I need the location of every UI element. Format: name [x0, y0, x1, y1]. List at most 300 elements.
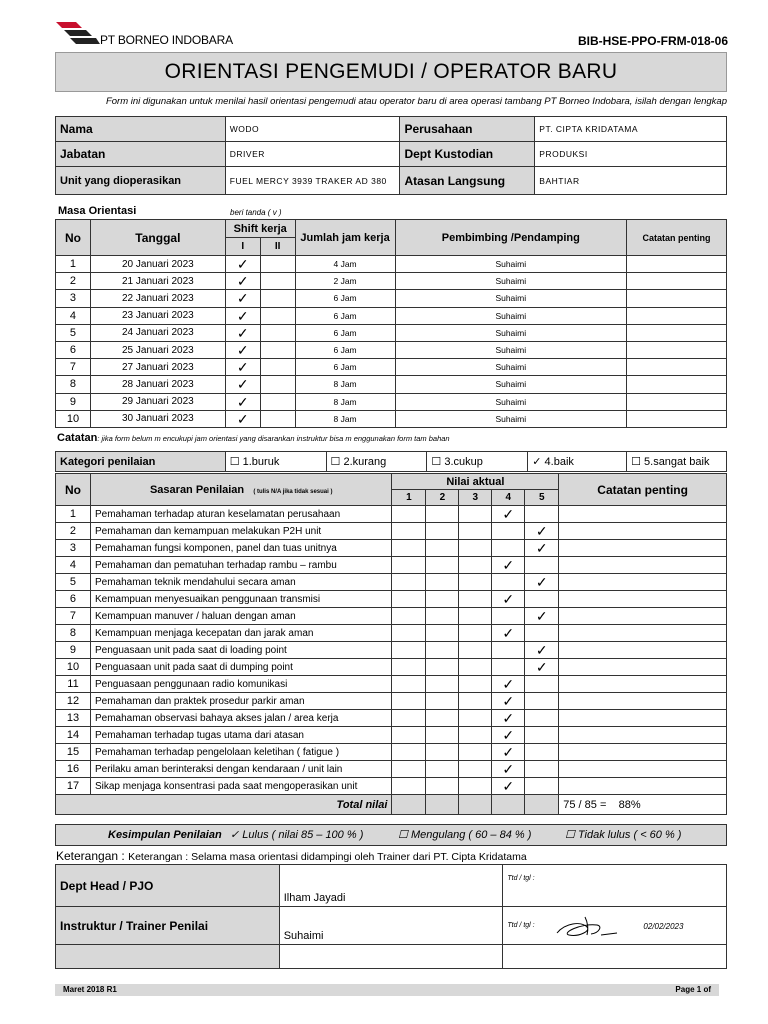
col-shift-1: I: [225, 238, 260, 256]
dept-head-ttd[interactable]: Ttd / tgl :: [503, 865, 727, 907]
assessment-row: [56, 710, 727, 727]
arow-text: Pemahaman terhadap aturan keselamatan perusahaan: [90, 506, 391, 523]
check-icon: ✓: [502, 591, 515, 607]
shift-2-cell[interactable]: [260, 341, 295, 358]
score-1-cell[interactable]: [392, 659, 426, 676]
orientation-row: [56, 376, 727, 393]
arow-note[interactable]: [559, 574, 727, 591]
score-4-check[interactable]: [492, 625, 525, 642]
instructor-ttd: Ttd / tgl :: [507, 922, 535, 929]
score-1-cell[interactable]: [392, 642, 426, 659]
col-shift-2: II: [260, 238, 295, 256]
shift-2-cell[interactable]: [260, 273, 295, 290]
row-no: 8: [56, 376, 91, 393]
check-icon: ✓: [502, 506, 515, 522]
score-4-check[interactable]: [492, 727, 525, 744]
score-2-cell[interactable]: [426, 557, 459, 574]
dept-value[interactable]: PRODUKSI: [535, 142, 727, 167]
row-no: 10: [56, 410, 91, 427]
kesimpulan-mengulang-label: Mengulang ( 60 – 84 % ): [410, 829, 532, 841]
check-icon: ✓: [502, 778, 515, 794]
arow-text: Pemahaman teknik mendahului secara aman: [90, 574, 391, 591]
col-catatan: Catatan penting: [627, 220, 727, 256]
row-date: 20 Januari 2023: [90, 256, 225, 273]
check-icon: ✓: [502, 625, 515, 641]
kategori-3-label: 3.cukup: [444, 456, 483, 468]
check-icon: ✓: [535, 540, 548, 556]
orientation-row: [56, 341, 727, 358]
row-mentor: Suhaimi: [395, 393, 627, 410]
arow-text: Kemampuan menjaga kecepatan dan jarak aman: [90, 625, 391, 642]
row-note[interactable]: [627, 410, 727, 427]
keterangan-label: Keterangan :: [56, 849, 125, 863]
orientation-row: [56, 324, 727, 341]
arow-text: Pemahaman observasi bahaya akses jalan / area kerja: [90, 710, 391, 727]
acol-sasaran-label: Sasaran Penilaian: [149, 483, 245, 496]
score-2-cell[interactable]: [426, 727, 459, 744]
score-5-check[interactable]: [525, 540, 559, 557]
score-5-check[interactable]: [525, 642, 559, 659]
col-shift: Shift kerja: [225, 220, 295, 238]
score-1-cell[interactable]: [392, 506, 426, 523]
row-no: 9: [56, 393, 91, 410]
shift-1-check[interactable]: [225, 376, 260, 393]
score-3-cell[interactable]: [459, 642, 492, 659]
check-icon: ✓: [502, 693, 515, 709]
arow-no: 12: [56, 693, 91, 710]
col-tanggal: Tanggal: [90, 220, 225, 256]
row-mentor: Suhaimi: [395, 290, 627, 307]
arow-note[interactable]: [559, 744, 727, 761]
acol-n3: 3: [459, 490, 492, 506]
score-4-check[interactable]: [492, 676, 525, 693]
check-icon: ✓: [502, 761, 515, 777]
arow-no: 1: [56, 506, 91, 523]
score-1-cell[interactable]: [392, 557, 426, 574]
checkbox-icon: ☐: [229, 456, 240, 468]
kesimpulan-mengulang[interactable]: [398, 828, 531, 841]
score-4-check[interactable]: [492, 778, 525, 795]
orientation-row: [56, 290, 727, 307]
score-4-cell[interactable]: [492, 574, 525, 591]
check-icon: ✓: [236, 273, 249, 290]
score-1-cell[interactable]: [392, 574, 426, 591]
score-4-check[interactable]: [492, 744, 525, 761]
assessment-row: [56, 676, 727, 693]
check-icon: ✓: [236, 359, 249, 376]
arow-text: Kemampuan menyesuaikan penggunaan transmisi: [90, 591, 391, 608]
arow-no: 9: [56, 642, 91, 659]
acol-n1: 1: [392, 490, 426, 506]
row-no: 6: [56, 341, 91, 358]
score-2-cell[interactable]: [426, 693, 459, 710]
arow-note[interactable]: [559, 625, 727, 642]
assessment-row: [56, 727, 727, 744]
orientation-row: [56, 359, 727, 376]
total-label: Total nilai: [56, 795, 392, 815]
check-icon: ✓: [502, 557, 515, 573]
score-3-cell[interactable]: [459, 761, 492, 778]
arow-note[interactable]: [559, 523, 727, 540]
kategori-2[interactable]: [326, 452, 427, 472]
arow-text: Perilaku aman berinteraksi dengan kendaraan / unit lain: [90, 761, 391, 778]
score-3-cell[interactable]: [459, 659, 492, 676]
total-value: [559, 795, 727, 815]
assessment-row: [56, 625, 727, 642]
score-3-cell[interactable]: [459, 778, 492, 795]
orientation-table: [55, 219, 727, 428]
shift-2-cell[interactable]: [260, 410, 295, 427]
form-code: BIB-HSE-PPO-FRM-018-06: [577, 34, 728, 48]
assessment-row: [56, 506, 727, 523]
kategori-3[interactable]: [427, 452, 528, 472]
shift-1-check[interactable]: [225, 341, 260, 358]
row-mentor: Suhaimi: [395, 256, 627, 273]
kategori-4-label: 4.baik: [544, 456, 574, 468]
kategori-4[interactable]: [528, 452, 627, 472]
arow-note[interactable]: [559, 727, 727, 744]
dept-head-label: Dept Head / PJO: [56, 865, 280, 907]
check-icon: ✓: [236, 290, 249, 307]
score-4-cell[interactable]: [492, 642, 525, 659]
unit-label: Unit yang dioperasikan: [56, 167, 226, 195]
shift-1-check[interactable]: [225, 256, 260, 273]
row-date: 21 Januari 2023: [90, 273, 225, 290]
check-icon: ✓: [502, 676, 515, 692]
row-hours: 4 Jam: [295, 256, 395, 273]
row-date: 23 Januari 2023: [90, 307, 225, 324]
arow-no: 16: [56, 761, 91, 778]
arow-note[interactable]: [559, 642, 727, 659]
arow-note[interactable]: [559, 659, 727, 676]
score-4-cell[interactable]: [492, 540, 525, 557]
row-mentor: Suhaimi: [395, 341, 627, 358]
row-note[interactable]: [627, 273, 727, 290]
score-1-cell[interactable]: [392, 625, 426, 642]
score-4-cell[interactable]: [492, 659, 525, 676]
score-2-cell[interactable]: [426, 608, 459, 625]
orientation-row: [56, 307, 727, 324]
score-5-check[interactable]: [525, 659, 559, 676]
row-date: 30 Januari 2023: [90, 410, 225, 427]
check-icon: ✓: [535, 642, 548, 658]
score-5-cell[interactable]: [525, 778, 559, 795]
score-5-check[interactable]: [525, 574, 559, 591]
arow-text: Kemampuan manuver / haluan dengan aman: [90, 608, 391, 625]
dept-label: Dept Kustodian: [400, 142, 535, 167]
acol-n4: 4: [492, 490, 525, 506]
row-note[interactable]: [627, 290, 727, 307]
score-3-cell[interactable]: [459, 693, 492, 710]
row-date: 28 Januari 2023: [90, 376, 225, 393]
check-icon: ✓: [532, 456, 542, 468]
score-5-cell[interactable]: [525, 744, 559, 761]
row-date: 24 Januari 2023: [90, 324, 225, 341]
form-subtitle: Form ini digunakan untuk menilai hasil orientasi pengemudi atau operator baru di area operasi tambang PT Borneo Indobara, isilah dengan lengkap: [105, 96, 727, 107]
perusahaan-label: Perusahaan: [400, 117, 535, 142]
arow-note[interactable]: [559, 761, 727, 778]
score-5-cell[interactable]: [525, 625, 559, 642]
arow-note[interactable]: [559, 540, 727, 557]
arow-note[interactable]: [559, 676, 727, 693]
shift-1-check[interactable]: [225, 324, 260, 341]
score-4-check[interactable]: [492, 591, 525, 608]
score-1-cell[interactable]: [392, 778, 426, 795]
check-icon: ✓: [502, 710, 515, 726]
unit-value[interactable]: FUEL MERCY 3939 TRAKER AD 380: [225, 167, 400, 195]
arow-text: Pemahaman dan pematuhan terhadap rambu – rambu: [90, 557, 391, 574]
catatan-text: : jika form belum m encukupi jam orientasi yang disarankan instruktur bisa m enggunakan form tam bahan: [97, 434, 450, 443]
kategori-1[interactable]: [225, 452, 326, 472]
score-3-cell[interactable]: [459, 744, 492, 761]
score-5-cell[interactable]: [525, 727, 559, 744]
score-2-cell[interactable]: [426, 659, 459, 676]
acol-sasaran: [90, 474, 391, 506]
score-1-cell[interactable]: [392, 540, 426, 557]
score-2-cell[interactable]: [426, 540, 459, 557]
check-icon: ✓: [502, 727, 515, 743]
row-hours: 8 Jam: [295, 410, 395, 427]
score-5-cell[interactable]: [525, 710, 559, 727]
kesimpulan-tidak[interactable]: [565, 828, 681, 841]
instructor-name[interactable]: Suhaimi: [279, 907, 503, 945]
score-1-cell[interactable]: [392, 523, 426, 540]
score-2-cell[interactable]: [426, 676, 459, 693]
jabatan-label: Jabatan: [56, 142, 226, 167]
score-1-cell[interactable]: [392, 744, 426, 761]
signoff-table: [55, 864, 727, 969]
row-hours: 6 Jam: [295, 341, 395, 358]
row-hours: 6 Jam: [295, 359, 395, 376]
score-2-cell[interactable]: [426, 574, 459, 591]
assessment-row: [56, 778, 727, 795]
score-1-cell[interactable]: [392, 676, 426, 693]
arow-note[interactable]: [559, 608, 727, 625]
arow-no: 17: [56, 778, 91, 795]
arow-note[interactable]: [559, 557, 727, 574]
shift-2-cell[interactable]: [260, 359, 295, 376]
row-note[interactable]: [627, 256, 727, 273]
shift-1-check[interactable]: [225, 359, 260, 376]
footer-right: Page 1 of: [675, 985, 711, 994]
score-5-check[interactable]: [525, 608, 559, 625]
assessment-row: [56, 642, 727, 659]
score-3-cell[interactable]: [459, 523, 492, 540]
total-score: 75 / 85 =: [563, 798, 607, 811]
assessment-row: [56, 557, 727, 574]
acol-catatan: Catatan penting: [559, 474, 727, 506]
arow-text: Penguasaan penggunaan radio komunikasi: [90, 676, 391, 693]
col-pembimbing: Pembimbing /Pendamping: [395, 220, 627, 256]
row-mentor: Suhaimi: [395, 410, 627, 427]
kategori-label: Kategori penilaian: [56, 452, 226, 472]
score-2-cell[interactable]: [426, 625, 459, 642]
row-date: 27 Januari 2023: [90, 359, 225, 376]
row-mentor: Suhaimi: [395, 359, 627, 376]
shift-2-cell[interactable]: [260, 324, 295, 341]
arow-no: 3: [56, 540, 91, 557]
instructor-ttd-cell[interactable]: [503, 907, 727, 945]
shift-2-cell[interactable]: [260, 376, 295, 393]
score-3-cell[interactable]: [459, 506, 492, 523]
assessment-row: [56, 693, 727, 710]
score-3-cell[interactable]: [459, 710, 492, 727]
shift-2-cell[interactable]: [260, 307, 295, 324]
kategori-2-label: 2.kurang: [343, 456, 387, 468]
jabatan-value[interactable]: DRIVER: [225, 142, 400, 167]
score-5-cell[interactable]: [525, 506, 559, 523]
acol-n5: 5: [525, 490, 559, 506]
checkbox-icon: ☐: [631, 456, 641, 468]
score-3-cell[interactable]: [459, 591, 492, 608]
assessment-row: [56, 591, 727, 608]
arow-no: 15: [56, 744, 91, 761]
check-icon: ✓: [236, 393, 249, 410]
footer-bar: [55, 984, 719, 996]
score-4-cell[interactable]: [492, 523, 525, 540]
row-hours: 6 Jam: [295, 290, 395, 307]
arow-text: Sikap menjaga konsentrasi pada saat mengoperasikan unit: [90, 778, 391, 795]
shift-1-check[interactable]: [225, 393, 260, 410]
arow-text: Pemahaman terhadap pengelolaan keletihan ( fatigue ): [90, 744, 391, 761]
score-3-cell[interactable]: [459, 608, 492, 625]
orientation-row: [56, 273, 727, 290]
score-4-check[interactable]: [492, 710, 525, 727]
kategori-table: [55, 451, 727, 472]
row-note[interactable]: [627, 341, 727, 358]
signature-icon: [551, 913, 621, 941]
score-2-cell[interactable]: [426, 506, 459, 523]
row-note[interactable]: [627, 307, 727, 324]
score-1-cell[interactable]: [392, 761, 426, 778]
assessment-row: [56, 761, 727, 778]
score-3-cell[interactable]: [459, 625, 492, 642]
arow-text: Pemahaman dan praktek prosedur parkir aman: [90, 693, 391, 710]
shift-1-check[interactable]: [225, 290, 260, 307]
orientation-row: [56, 256, 727, 273]
arow-text: Pemahaman fungsi komponen, panel dan tuas unitnya: [90, 540, 391, 557]
perusahaan-value[interactable]: PT. CIPTA KRIDATAMA: [535, 117, 727, 142]
row-note[interactable]: [627, 376, 727, 393]
orientation-row: [56, 410, 727, 427]
score-2-cell[interactable]: [426, 642, 459, 659]
check-icon: ✓: [535, 659, 548, 675]
score-3-cell[interactable]: [459, 727, 492, 744]
row-date: 25 Januari 2023: [90, 341, 225, 358]
score-2-cell[interactable]: [426, 591, 459, 608]
shift-1-check[interactable]: [225, 307, 260, 324]
score-4-check[interactable]: [492, 506, 525, 523]
total-percent: 88%: [618, 798, 641, 811]
shift-2-cell[interactable]: [260, 290, 295, 307]
score-5-check[interactable]: [525, 523, 559, 540]
arow-text: Pemahaman dan kemampuan melakukan P2H unit: [90, 523, 391, 540]
score-3-cell[interactable]: [459, 574, 492, 591]
kesimpulan-lulus[interactable]: [230, 828, 363, 841]
footer-left: Maret 2018 R1: [63, 985, 117, 994]
row-note[interactable]: [627, 324, 727, 341]
assessment-row: [56, 659, 727, 676]
score-3-cell[interactable]: [459, 540, 492, 557]
page-title: ORIENTASI PENGEMUDI / OPERATOR BARU: [164, 60, 618, 83]
row-date: 29 Januari 2023: [90, 393, 225, 410]
score-5-cell[interactable]: [525, 761, 559, 778]
nama-value[interactable]: WODO: [225, 117, 400, 142]
arow-text: Pemahaman terhadap tugas utama dari atasan: [90, 727, 391, 744]
row-note[interactable]: [627, 393, 727, 410]
score-1-cell[interactable]: [392, 608, 426, 625]
assessment-row: [56, 744, 727, 761]
checkbox-icon: ☐: [565, 829, 575, 841]
arow-note[interactable]: [559, 710, 727, 727]
masa-hint: beri tanda ( v ): [230, 208, 282, 217]
shift-2-cell[interactable]: [260, 256, 295, 273]
score-5-cell[interactable]: [525, 676, 559, 693]
arow-no: 14: [56, 727, 91, 744]
atasan-label: Atasan Langsung: [400, 167, 535, 195]
company-name: PT BORNEO INDOBARA: [100, 33, 233, 47]
score-2-cell[interactable]: [426, 744, 459, 761]
dept-head-name[interactable]: Ilham Jayadi: [279, 865, 503, 907]
shift-1-check[interactable]: [225, 410, 260, 427]
signoff-blank-1: [56, 945, 280, 969]
score-5-cell[interactable]: [525, 693, 559, 710]
score-4-cell[interactable]: [492, 608, 525, 625]
row-mentor: Suhaimi: [395, 273, 627, 290]
score-5-cell[interactable]: [525, 591, 559, 608]
kesimpulan-tidak-label: Tidak lulus ( < 60 % ): [577, 829, 682, 841]
row-note[interactable]: [627, 359, 727, 376]
score-2-cell[interactable]: [426, 778, 459, 795]
score-4-check[interactable]: [492, 761, 525, 778]
score-3-cell[interactable]: [459, 676, 492, 693]
kategori-5[interactable]: [627, 452, 727, 472]
arow-note[interactable]: [559, 506, 727, 523]
arow-no: 10: [56, 659, 91, 676]
row-no: 3: [56, 290, 91, 307]
shift-2-cell[interactable]: [260, 393, 295, 410]
shift-1-check[interactable]: [225, 273, 260, 290]
row-hours: 6 Jam: [295, 307, 395, 324]
score-2-cell[interactable]: [426, 523, 459, 540]
arow-note[interactable]: [559, 693, 727, 710]
signoff-blank-2: [279, 945, 503, 969]
nama-label: Nama: [56, 117, 226, 142]
checkbox-icon: ☐: [330, 456, 341, 468]
score-1-cell[interactable]: [392, 693, 426, 710]
arow-note[interactable]: [559, 778, 727, 795]
arow-no: 5: [56, 574, 91, 591]
arow-text: Penguasaan unit pada saat di loading point: [90, 642, 391, 659]
score-3-cell[interactable]: [459, 557, 492, 574]
row-hours: 8 Jam: [295, 393, 395, 410]
score-1-cell[interactable]: [392, 727, 426, 744]
arow-note[interactable]: [559, 591, 727, 608]
arow-text: Penguasaan unit pada saat di dumping point: [90, 659, 391, 676]
score-1-cell[interactable]: [392, 710, 426, 727]
score-1-cell[interactable]: [392, 591, 426, 608]
arow-no: 11: [56, 676, 91, 693]
score-5-cell[interactable]: [525, 557, 559, 574]
score-2-cell[interactable]: [426, 761, 459, 778]
row-mentor: Suhaimi: [395, 324, 627, 341]
row-no: 5: [56, 324, 91, 341]
score-4-check[interactable]: [492, 693, 525, 710]
score-2-cell[interactable]: [426, 710, 459, 727]
atasan-value[interactable]: BAHTIAR: [535, 167, 727, 195]
score-4-check[interactable]: [492, 557, 525, 574]
row-date: 22 Januari 2023: [90, 290, 225, 307]
